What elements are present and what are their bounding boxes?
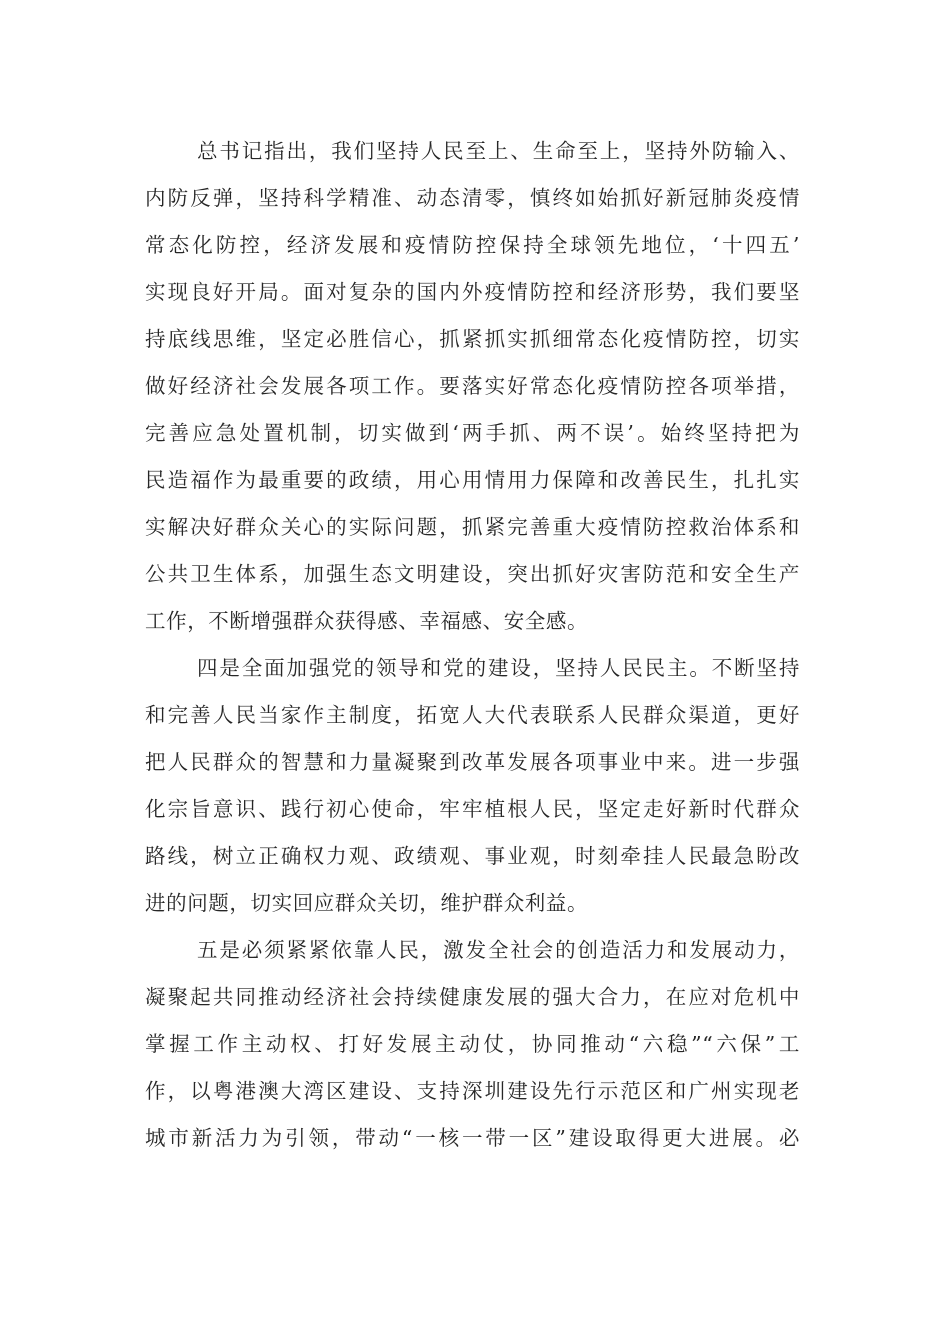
paragraph-line: 进的问题，切实回应群众关切，维护群众利益。 bbox=[145, 891, 589, 915]
paragraph-line: 实解决好群众关心的实际问题，抓紧完善重大疫情防控救治体系和 bbox=[145, 515, 800, 539]
paragraph-3 bbox=[145, 927, 800, 1162]
paragraph-line: 做好经济社会发展各项工作。要落实好常态化疫情防控各项举措， bbox=[145, 374, 800, 398]
paragraph-line: 五是必须紧紧依靠人民，激发全社会的创造活力和发展动力， bbox=[197, 938, 800, 962]
paragraph-line: 完善应急处置机制，切实做到‘两手抓、两不误’。始终坚持把为 bbox=[145, 421, 800, 445]
paragraph-line: 凝聚起共同推动经济社会持续健康发展的强大合力，在应对危机中 bbox=[145, 985, 800, 1009]
paragraph-line: 四是全面加强党的领导和党的建设，坚持人民民主。不断坚持 bbox=[197, 656, 800, 680]
paragraph-line: 内防反弹，坚持科学精准、动态清零，慎终如始抓好新冠肺炎疫情 bbox=[145, 186, 800, 210]
paragraph-line: 路线，树立正确权力观、政绩观、事业观，时刻牵挂人民最急盼改 bbox=[145, 844, 800, 868]
paragraph-1 bbox=[145, 128, 800, 645]
paragraph-2 bbox=[145, 645, 800, 927]
paragraph-line: 民造福作为最重要的政绩，用心用情用力保障和改善民生，扎扎实 bbox=[145, 468, 800, 492]
paragraph-line: 把人民群众的智慧和力量凝聚到改革发展各项事业中来。进一步强 bbox=[145, 750, 800, 774]
paragraph-line: 公共卫生体系，加强生态文明建设，突出抓好灾害防范和安全生产 bbox=[145, 562, 800, 586]
paragraph-line: 城市新活力为引领，带动“一核一带一区”建设取得更大进展。必 bbox=[145, 1126, 800, 1150]
paragraph-line: 作，以粤港澳大湾区建设、支持深圳建设先行示范区和广州实现老 bbox=[145, 1079, 800, 1103]
document-body bbox=[145, 128, 800, 1162]
paragraph-line: 实现良好开局。面对复杂的国内外疫情防控和经济形势，我们要坚 bbox=[145, 280, 800, 304]
paragraph-line: 和完善人民当家作主制度，拓宽人大代表联系人民群众渠道，更好 bbox=[145, 703, 800, 727]
paragraph-line: 总书记指出，我们坚持人民至上、生命至上，坚持外防输入、 bbox=[197, 139, 800, 163]
paragraph-line: 常态化防控，经济发展和疫情防控保持全球领先地位，‘十四五’ bbox=[145, 233, 800, 257]
paragraph-line: 工作，不断增强群众获得感、幸福感、安全感。 bbox=[145, 609, 589, 633]
paragraph-line: 化宗旨意识、践行初心使命，牢牢植根人民，坚定走好新时代群众 bbox=[145, 797, 800, 821]
paragraph-line: 持底线思维，坚定必胜信心，抓紧抓实抓细常态化疫情防控，切实 bbox=[145, 327, 800, 351]
paragraph-line: 掌握工作主动权、打好发展主动仗，协同推动“六稳”“六保”工 bbox=[145, 1032, 800, 1056]
